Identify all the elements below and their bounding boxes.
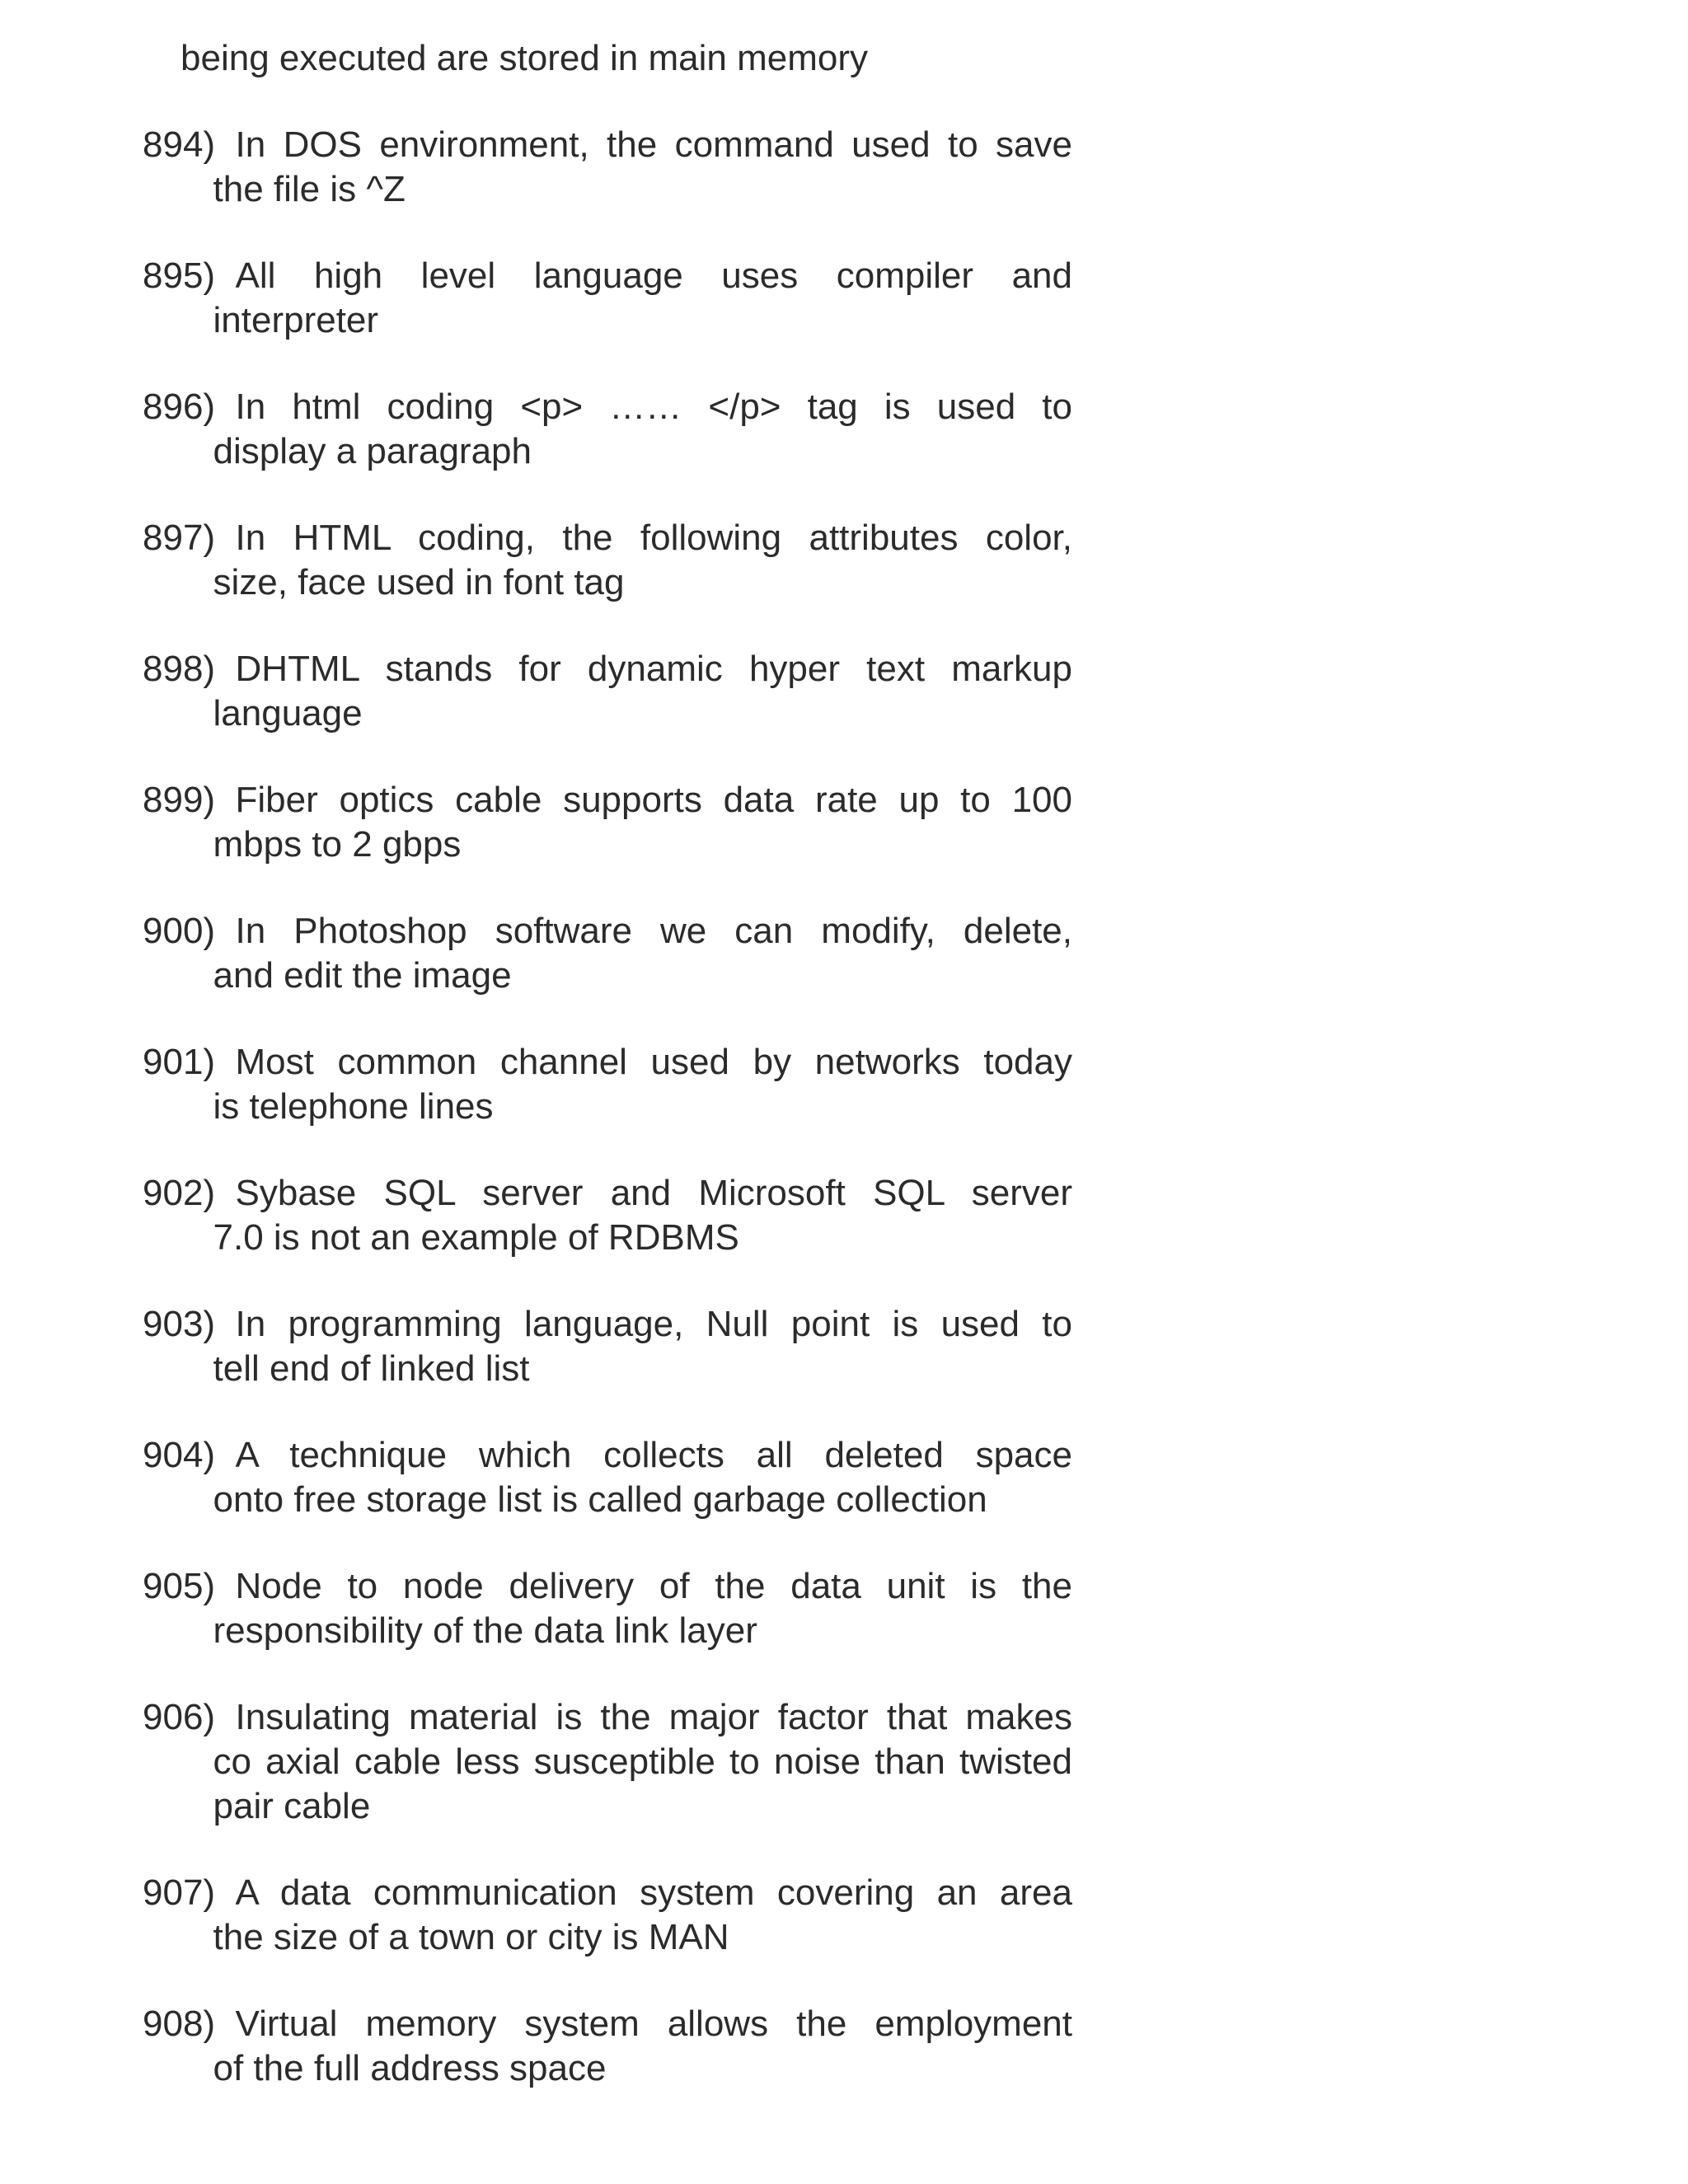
item-text bbox=[213, 1171, 1072, 1260]
item-text bbox=[213, 516, 1072, 605]
item-line: the size of a town or city is MAN bbox=[213, 1917, 729, 1957]
item-text bbox=[213, 1564, 1072, 1653]
item-line: tell end of linked list bbox=[213, 1348, 530, 1389]
item-number: 902) bbox=[143, 1173, 236, 1213]
list-item bbox=[143, 1871, 1072, 1960]
item-line: size, face used in font tag bbox=[213, 562, 625, 602]
item-line: All high level language uses compiler and bbox=[235, 255, 1072, 296]
item-line: Virtual memory system allows the employment bbox=[235, 2004, 1072, 2044]
item-line: In HTML coding, the following attributes color, bbox=[235, 518, 1072, 558]
item-line: display a paragraph bbox=[213, 431, 532, 471]
item-text bbox=[213, 909, 1072, 998]
item-text bbox=[213, 1871, 1072, 1960]
item-number: 898) bbox=[143, 649, 236, 689]
item-number: 899) bbox=[143, 780, 236, 820]
item-line: In Photoshop software we can modify, delete, bbox=[235, 911, 1072, 951]
list-item bbox=[143, 778, 1072, 867]
item-text bbox=[213, 123, 1072, 212]
item-text bbox=[213, 778, 1072, 867]
item-line: of the full address space bbox=[213, 2048, 607, 2088]
list-item bbox=[143, 1695, 1072, 1829]
item-line: Most common channel used by networks today bbox=[235, 1042, 1072, 1082]
continued-line: being executed are stored in main memory bbox=[181, 38, 868, 78]
item-text bbox=[213, 1433, 1072, 1522]
item-line: In html coding <p> …… </p> tag is used to bbox=[235, 387, 1072, 427]
item-line: responsibility of the data link layer bbox=[213, 1610, 757, 1651]
item-line: Insulating material is the major factor that makes bbox=[235, 1697, 1072, 1737]
list-item bbox=[143, 516, 1072, 605]
item-line: 7.0 is not an example of RDBMS bbox=[213, 1217, 739, 1258]
item-line: pair cable bbox=[213, 1786, 371, 1826]
list-item bbox=[143, 2002, 1072, 2091]
list-item bbox=[143, 1433, 1072, 1522]
item-line: A data communication system covering an area bbox=[235, 1872, 1072, 1913]
list-item bbox=[143, 123, 1072, 212]
list-item bbox=[143, 1302, 1072, 1391]
item-line: interpreter bbox=[213, 300, 379, 340]
item-line: In DOS environment, the command used to save bbox=[235, 124, 1072, 165]
item-number: 895) bbox=[143, 255, 236, 296]
item-text bbox=[213, 254, 1072, 343]
item-line: A technique which collects all deleted space bbox=[235, 1435, 1072, 1475]
item-text bbox=[213, 1302, 1072, 1391]
item-number: 905) bbox=[143, 1566, 236, 1606]
list-item bbox=[143, 1564, 1072, 1653]
item-line: Sybase SQL server and Microsoft SQL server bbox=[235, 1173, 1072, 1213]
item-text bbox=[213, 647, 1072, 736]
item-number: 901) bbox=[143, 1042, 236, 1082]
item-line: language bbox=[213, 693, 363, 733]
item-number: 900) bbox=[143, 911, 236, 951]
item-text bbox=[213, 1695, 1072, 1829]
list-item bbox=[143, 1171, 1072, 1260]
item-line: and edit the image bbox=[213, 955, 512, 996]
item-number: 906) bbox=[143, 1697, 236, 1737]
item-text bbox=[213, 2002, 1072, 2091]
item-number: 903) bbox=[143, 1304, 236, 1344]
item-number: 894) bbox=[143, 124, 236, 165]
item-line: In programming language, Null point is used to bbox=[235, 1304, 1072, 1344]
item-line: the file is ^Z bbox=[213, 169, 406, 209]
item-text bbox=[213, 1040, 1072, 1129]
list-item bbox=[143, 1040, 1072, 1129]
list-item bbox=[143, 647, 1072, 736]
item-number: 896) bbox=[143, 387, 236, 427]
item-number: 908) bbox=[143, 2004, 236, 2044]
item-number: 897) bbox=[143, 518, 236, 558]
item-line: onto free storage list is called garbage collection bbox=[213, 1479, 987, 1520]
text-column bbox=[143, 36, 1072, 2091]
item-number: 904) bbox=[143, 1435, 236, 1475]
item-line: Fiber optics cable supports data rate up to 100 bbox=[235, 780, 1072, 820]
item-line: mbps to 2 gbps bbox=[213, 824, 462, 865]
list-item bbox=[143, 254, 1072, 343]
item-line: is telephone lines bbox=[213, 1086, 494, 1127]
list-item bbox=[143, 909, 1072, 998]
item-line: co axial cable less susceptible to noise than twisted bbox=[213, 1741, 1072, 1782]
item-text bbox=[213, 385, 1072, 474]
list-item bbox=[143, 385, 1072, 474]
item-number: 907) bbox=[143, 1872, 236, 1913]
item-line: DHTML stands for dynamic hyper text markup bbox=[235, 649, 1072, 689]
item-line: Node to node delivery of the data unit is the bbox=[235, 1566, 1072, 1606]
